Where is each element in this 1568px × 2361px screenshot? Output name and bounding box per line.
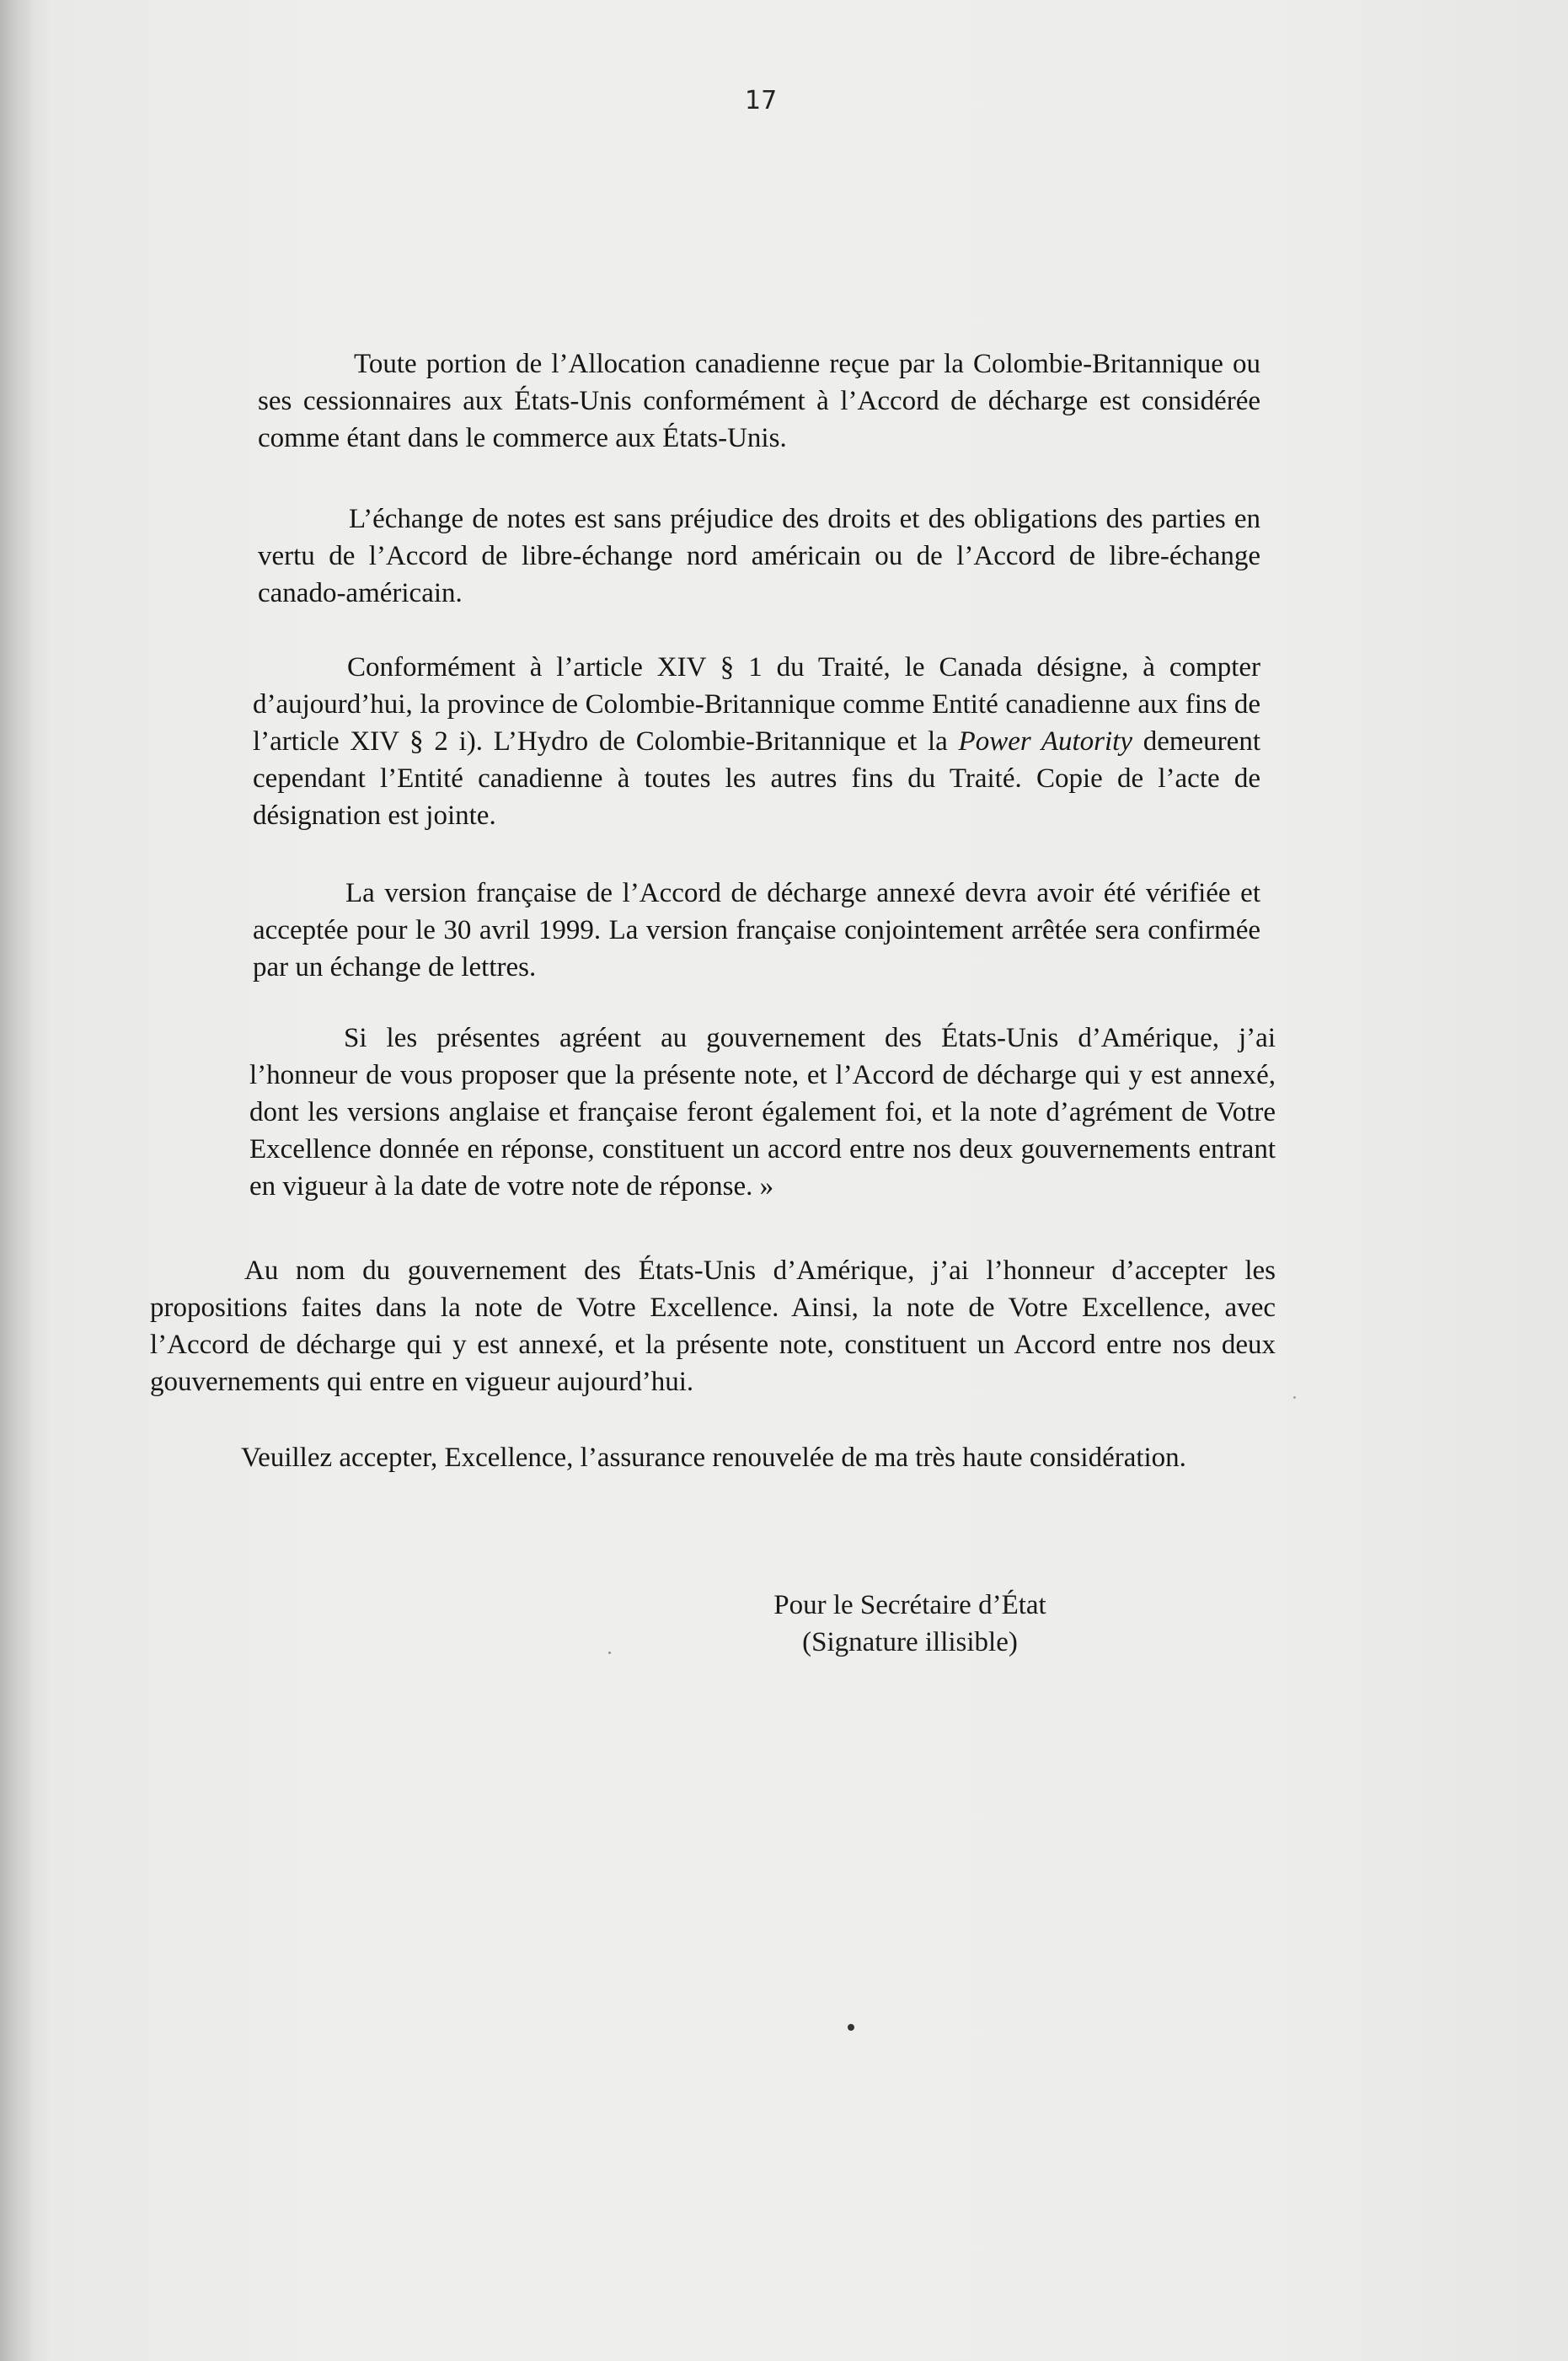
signature-title: Pour le Secrétaire d’État [773, 1590, 1046, 1620]
paragraph-closing: Veuillez accepter, Excellence, l’assurance renouvelée de ma très haute considération. [241, 1443, 1186, 1473]
scan-speck [1293, 1396, 1296, 1399]
paragraph-designation-italic: Power Autority [958, 726, 1132, 757]
scan-speck [608, 1652, 611, 1654]
paragraph-designation-text-1: Conformément à l’article XIV § 1 du Traité, le Canada désigne, à compter d’aujourd’hui, la province de Colombie-Britannique comme Entité canadienne aux fins de l’article XIV § 2 i). L’Hydro de Colombie-Britannique et la [253, 652, 1260, 757]
paragraph-designation [253, 649, 1260, 834]
page-number: 17 [745, 86, 778, 115]
paragraph-acceptance: Au nom du gouvernement des États-Unis d’Amérique, j’ai l’honneur d’accepter les propositions faites dans la note de Votre Excellence. Ainsi, la note de Votre Excellence, avec l’Accord de décharge qui y est annexé, et la présente note, constituent un Accord entre nos deux gouvernements qui entre en vigueur aujourd’hui. [150, 1255, 1276, 1397]
scan-speck [848, 2024, 854, 2031]
signature-block [741, 1587, 1078, 1661]
paragraph-french-version: La version française de l’Accord de décharge annexé devra avoir été vérifiée et acceptée pour le 30 avril 1999. La version française conjointement arrêtée sera confirmée par un échange de lettres. [253, 878, 1260, 982]
paragraph-designation-text-2: demeurent cependant l’Entité canadienne à toutes les autres fins du Traité. Copie de l’acte de désignation est jointe. [253, 726, 1260, 831]
paragraph-allocation: Toute portion de l’Allocation canadienne reçue par la Colombie-Britannique ou ses cessionnaires aux États-Unis conformément à l’Accord de décharge est considérée comme étant dans le commerce aux États-Unis. [258, 349, 1260, 453]
signature-note: (Signature illisible) [802, 1627, 1018, 1657]
paragraph-proposal: Si les présentes agréent au gouvernement des États-Unis d’Amérique, j’ai l’honneur de vous proposer que la présente note, et l’Accord de décharge qui y est annexé, dont les versions anglaise et française feront également foi, et la note d’agrément de Votre Excellence donnée en réponse, constituent un accord entre nos deux gouvernements entrant en vigueur à la date de votre note de réponse. » [249, 1023, 1276, 1202]
binding-edge [0, 0, 34, 2361]
paragraph-exchange-of-notes: L’échange de notes est sans préjudice des droits et des obligations des parties en vertu de l’Accord de libre-échange nord américain ou de l’Accord de libre-échange canado-américain. [258, 504, 1260, 608]
